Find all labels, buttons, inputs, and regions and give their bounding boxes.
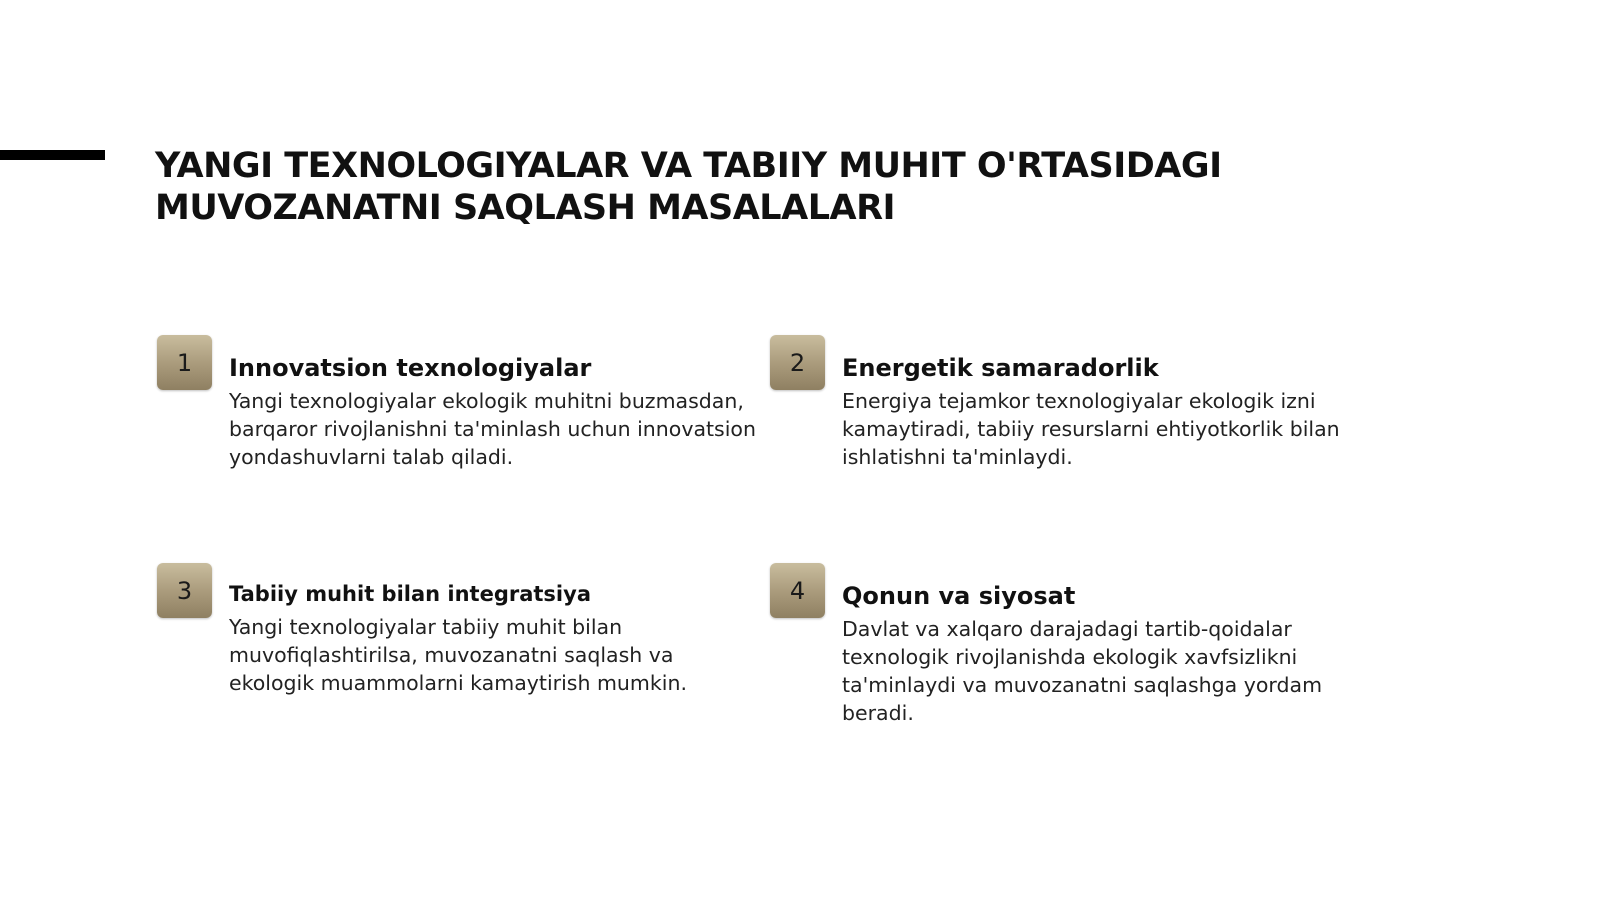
title-accent-bar <box>0 150 105 160</box>
item-heading: Qonun va siyosat <box>842 582 1076 610</box>
item-text <box>229 581 759 697</box>
item-text <box>842 353 1372 471</box>
slide-title-line-2: MUVOZANATNI SAQLASH MASALALARI <box>155 188 896 228</box>
item-body: Davlat va xalqaro darajadagi tartib-qoidalar texnologik rivojlanishda ekologik xavfsizlikni ta'minlaydi va muvozanatni saqlashga yordam beradi. <box>842 617 1323 725</box>
item-heading: Innovatsion texnologiyalar <box>229 354 592 382</box>
number-badge: 4 <box>770 563 825 618</box>
item-heading: Energetik samaradorlik <box>842 354 1159 382</box>
slide-title-line-1: YANGI TEXNOLOGIYALAR VA TABIIY MUHIT O'RTASIDAGI <box>155 146 1222 186</box>
number-badge: 1 <box>157 335 212 390</box>
slide-title <box>155 145 1475 229</box>
item-text <box>842 581 1372 727</box>
item-body: Yangi texnologiyalar tabiiy muhit bilan muvofiqlashtirilsa, muvozanatni saqlash va ekologik muammolarni kamaytirish mumkin. <box>229 615 687 695</box>
number-badge: 3 <box>157 563 212 618</box>
number-badge: 2 <box>770 335 825 390</box>
item-text <box>229 353 759 471</box>
item-body: Yangi texnologiyalar ekologik muhitni buzmasdan, barqaror rivojlanishni ta'minlash uchun innovatsion yondashuvlarni talab qiladi. <box>229 389 756 469</box>
item-body: Energiya tejamkor texnologiyalar ekologik izni kamaytiradi, tabiiy resurslarni ehtiyotkorlik bilan ishlatishni ta'minlaydi. <box>842 389 1340 469</box>
item-heading: Tabiiy muhit bilan integratsiya <box>229 582 591 606</box>
